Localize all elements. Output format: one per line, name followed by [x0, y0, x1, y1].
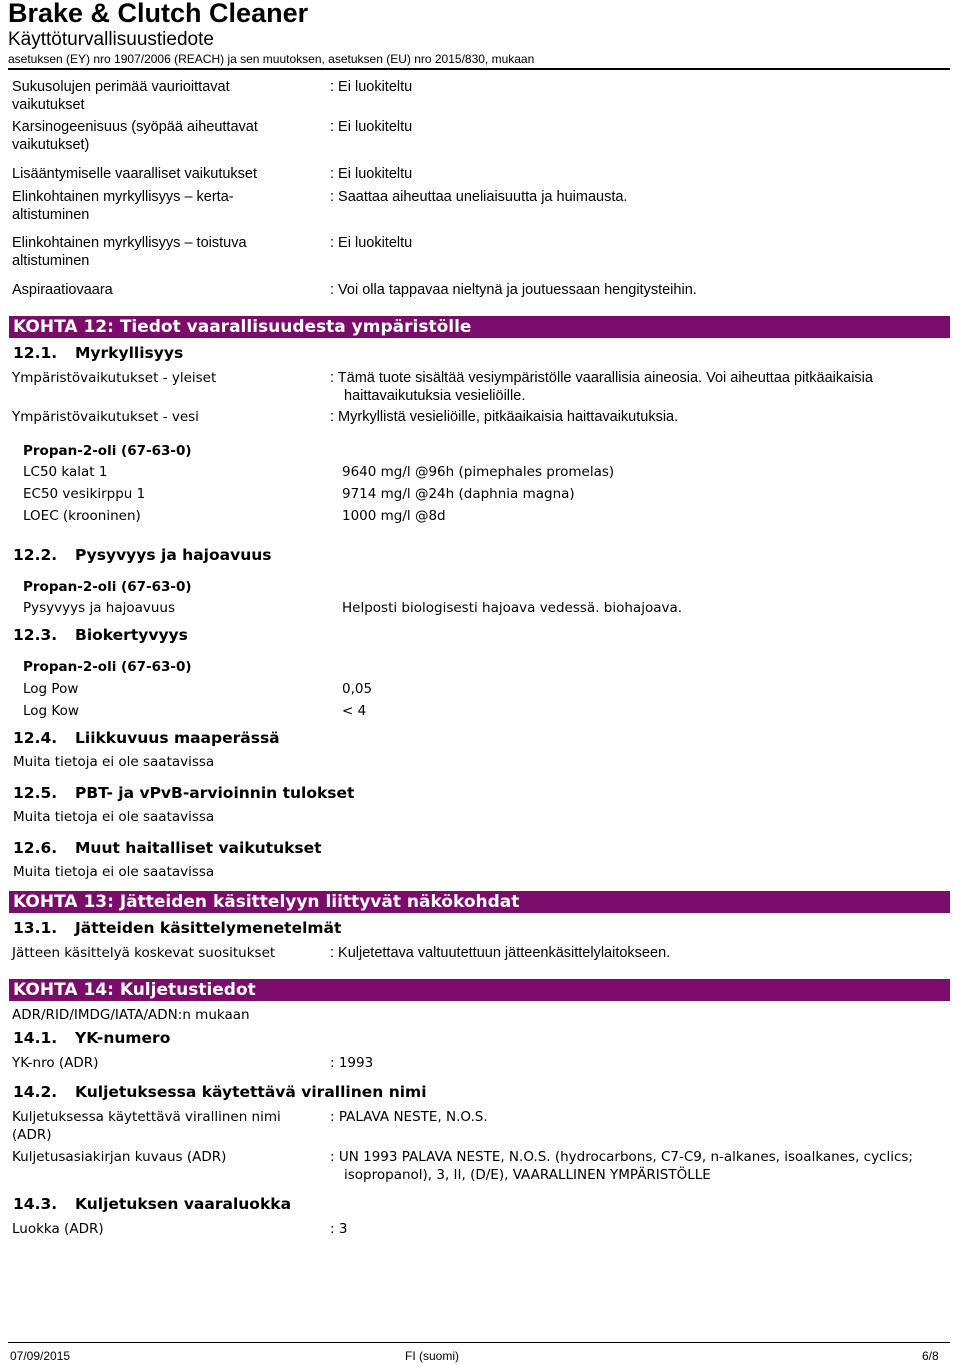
waste-label: Jätteen käsittelyä koskevat suositukset — [12, 945, 276, 961]
tox-label-6: Aspiraatiovaara — [12, 282, 113, 298]
tox-row-value: 9714 mg/l @24h (daphnia magna) — [342, 486, 575, 502]
tox-value-4: : Saattaa aiheuttaa uneliaisuutta ja huimausta. — [330, 189, 628, 205]
transport-doc-value: : UN 1993 PALAVA NESTE, N.O.S. (hydrocarbons, C7-C9, n-alkanes, isoalkanes, cyclics; isopropanol), 3, II, (D/E), VAARALLINEN YMPÄRISTÖLLE — [330, 1149, 913, 1183]
heading-number: 12.3. — [13, 626, 58, 644]
section-14-bar — [9, 979, 950, 1001]
tox-row-label: EC50 vesikirppu 1 — [23, 486, 146, 502]
section-13-title: KOHTA 13: Jätteiden käsittelyyn liittyvät näkökohdat — [13, 892, 520, 912]
document-subtitle: Käyttöturvallisuustiedote — [8, 29, 214, 50]
bio-row-value: 0,05 — [342, 681, 373, 697]
heading-text: Muut haitalliset vaikutukset — [75, 839, 322, 857]
heading-text: Jätteiden käsittelymenetelmät — [75, 919, 342, 937]
heading-13-1 — [13, 919, 341, 937]
transport-intro: ADR/RID/IMDG/IATA/ADN:n mukaan — [12, 1007, 250, 1023]
substance-heading-2: Propan-2-oli (67-63-0) — [23, 579, 192, 595]
persist-label: Pysyvyys ja hajoavuus — [23, 600, 176, 616]
env-general-label: Ympäristövaikutukset - yleiset — [12, 370, 217, 386]
no-info-text: Muita tietoja ei ole saatavissa — [13, 809, 215, 825]
substance-heading-1: Propan-2-oli (67-63-0) — [23, 443, 192, 459]
tox-row-label: LOEC (krooninen) — [23, 508, 141, 524]
persist-value: Helposti biologisesti hajoava vedessä. biohajoava. — [342, 600, 683, 616]
tox-label-5: Elinkohtainen myrkyllisyys – toistuva altistuminen — [12, 235, 247, 269]
heading-number: 14.3. — [13, 1195, 58, 1213]
heading-text: Myrkyllisyys — [75, 344, 184, 362]
tox-label-3: Lisääntymiselle vaaralliset vaikutukset — [12, 166, 257, 182]
class-label: Luokka (ADR) — [12, 1221, 104, 1237]
heading-text: Pysyvyys ja hajoavuus — [75, 546, 272, 564]
heading-text: Kuljetuksen vaaraluokka — [75, 1195, 292, 1213]
heading-12-6 — [13, 839, 322, 857]
heading-number: 12.6. — [13, 839, 58, 857]
section-12-bar — [9, 316, 950, 338]
tox-value-3: : Ei luokiteltu — [330, 166, 413, 182]
heading-number: 12.4. — [13, 729, 58, 747]
heading-text: YK-numero — [75, 1029, 171, 1047]
tox-label-1: Sukusolujen perimää vaurioittavat vaikutukset — [12, 79, 230, 113]
heading-number: 12.1. — [13, 344, 58, 362]
env-water-value: : Myrkyllistä vesieliöille, pitkäaikaisia haittavaikutuksia. — [330, 409, 679, 425]
heading-14-3 — [13, 1195, 291, 1213]
env-general-value: : Tämä tuote sisältää vesiympäristölle vaarallisia aineosia. Voi aiheuttaa pitkäaikaisia haittavaikutuksia vesieliöille. — [330, 370, 873, 404]
heading-12-4 — [13, 729, 280, 747]
heading-12-3 — [13, 626, 188, 644]
transport-doc-label: Kuljetusasiakirjan kuvaus (ADR) — [12, 1149, 227, 1165]
heading-number: 13.1. — [13, 919, 58, 937]
no-info-text: Muita tietoja ei ole saatavissa — [13, 754, 215, 770]
substance-heading-3: Propan-2-oli (67-63-0) — [23, 659, 192, 675]
tox-label-2: Karsinogeenisuus (syöpää aiheuttavat vaikutukset) — [12, 119, 258, 153]
document-title: Brake & Clutch Cleaner — [8, 0, 309, 28]
tox-value-1: : Ei luokiteltu — [330, 79, 413, 95]
heading-12-5 — [13, 784, 354, 802]
footer-language: FI (suomi) — [405, 1349, 459, 1363]
un-value: : 1993 — [330, 1055, 374, 1071]
heading-12-2 — [13, 546, 272, 564]
tox-label-4: Elinkohtainen myrkyllisyys – kerta-altistuminen — [12, 189, 234, 223]
heading-number: 12.2. — [13, 546, 58, 564]
heading-text: Biokertyvyys — [75, 626, 188, 644]
shipping-name-label: Kuljetuksessa käytettävä virallinen nimi (ADR) — [12, 1109, 281, 1143]
heading-text: PBT- ja vPvB-arvioinnin tulokset — [75, 784, 355, 802]
bio-row-value: < 4 — [342, 703, 367, 719]
heading-text: Kuljetuksessa käytettävä virallinen nimi — [75, 1083, 427, 1101]
heading-14-2 — [13, 1083, 427, 1101]
bio-row-label: Log Kow — [23, 703, 79, 719]
section-14-title: KOHTA 14: Kuljetustiedot — [13, 980, 256, 1000]
footer-rule — [8, 1342, 950, 1343]
env-water-label: Ympäristövaikutukset - vesi — [12, 409, 199, 425]
tox-value-5: : Ei luokiteltu — [330, 235, 413, 251]
tox-value-6: : Voi olla tappavaa nieltynä ja joutuessaan hengitysteihin. — [330, 282, 697, 298]
heading-14-1 — [13, 1029, 170, 1047]
heading-number: 14.1. — [13, 1029, 58, 1047]
section-13-bar — [9, 891, 950, 913]
header-rule — [8, 68, 950, 70]
heading-text: Liikkuvuus maaperässä — [75, 729, 280, 747]
class-value: : 3 — [330, 1221, 348, 1237]
tox-row-value: 9640 mg/l @96h (pimephales promelas) — [342, 464, 615, 480]
tox-row-label: LC50 kalat 1 — [23, 464, 108, 480]
bio-row-label: Log Pow — [23, 681, 79, 697]
footer-date: 07/09/2015 — [10, 1349, 71, 1363]
no-info-text: Muita tietoja ei ole saatavissa — [13, 864, 215, 880]
section-12-title: KOHTA 12: Tiedot vaarallisuudesta ympäristölle — [13, 317, 472, 337]
waste-value: : Kuljetettava valtuutettuun jätteenkäsittelylaitokseen. — [330, 945, 671, 961]
un-label: YK-nro (ADR) — [12, 1055, 99, 1071]
shipping-name-value: : PALAVA NESTE, N.O.S. — [330, 1109, 488, 1125]
regulation-line: asetuksen (EY) nro 1907/2006 (REACH) ja sen muutoksen, asetuksen (EU) nro 2015/830, mukaan — [8, 52, 535, 66]
footer-page-number: 6/8 — [922, 1349, 939, 1363]
tox-value-2: : Ei luokiteltu — [330, 119, 413, 135]
heading-12-1 — [13, 344, 183, 362]
heading-number: 12.5. — [13, 784, 58, 802]
tox-row-value: 1000 mg/l @8d — [342, 508, 446, 524]
heading-number: 14.2. — [13, 1083, 58, 1101]
